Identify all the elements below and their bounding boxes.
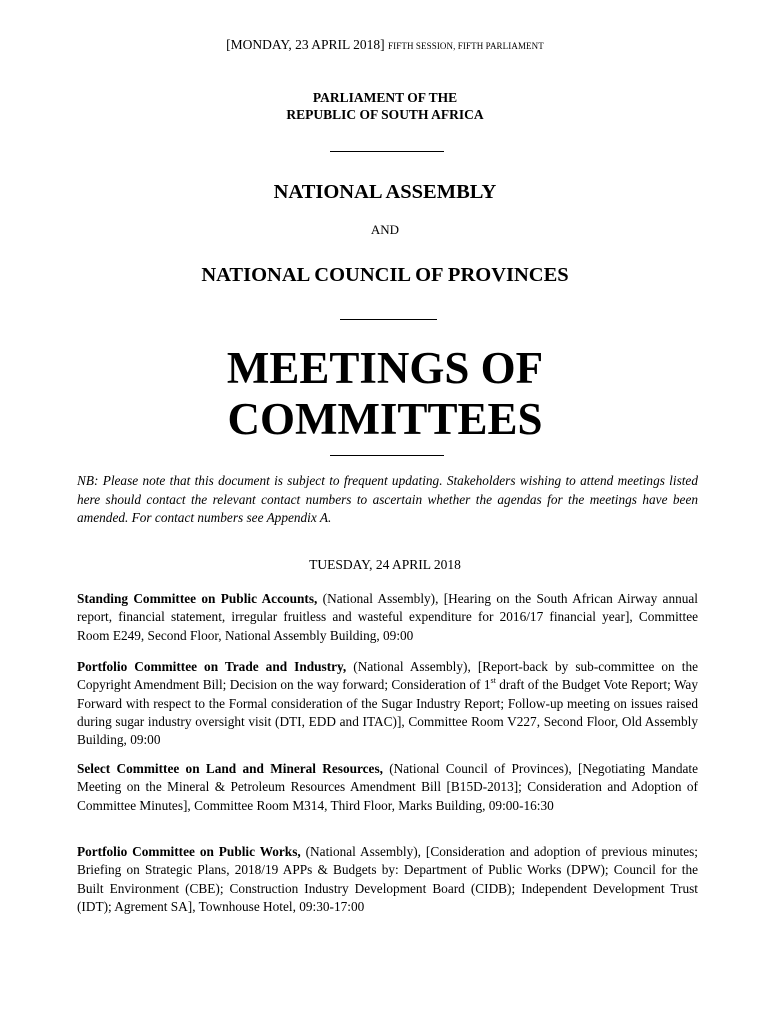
parliament-title [0,89,770,123]
running-header [0,37,770,53]
meeting-entry [77,760,698,815]
divider-rule [330,151,444,152]
meeting-entry [77,658,698,749]
parliament-line-1: PARLIAMENT OF THE [312,90,458,105]
divider-rule [340,319,437,320]
update-notice: NB: Please note that this document is subject to frequent updating. Stakeholders wishing to attend meetings listed here should contact the relevant contact numbers to ascertain whether the agendas for the meetings have been amended. For contact numbers see Appendix A. [77,473,698,525]
committee-name: Standing Committee on Public Accounts, [77,591,318,606]
ordinal-superscript: st [490,676,496,686]
meeting-details: (National Council of Provinces), [Negotiating Mandate Meeting on the Mineral & Petroleum Resources Amendment Bill [B15D-2013]; Consideration and Adoption of Committee Minutes], Committee Room M314, Third Floor, Marks Building, 09:00-16:30 [77,761,698,813]
meeting-entry [77,590,698,645]
meeting-details: (National Assembly), [Hearing on the South African Airway annual report, financial statement, irregular fruitless and wasteful expenditure for 2016/17 financial year], Committee Room E249, Second Floor, National Assembly Building, 09:00 [77,591,698,643]
meeting-details: (National Assembly), [Report-back by sub-committee on the Copyright Amendment Bill; Decision on the way forward; Consideration of 1 [77,659,698,693]
meeting-details-continued: draft of the Budget Vote Report; Way Forward with respect to the Formal consideration of the Sugar Industry Report; Follow-up meeting on issues raised during sugar industry oversight visit (DTI, EDD and ITAC)], Committee Room V227, Second Floor, Old Assembly Building, 09:00 [77,677,698,748]
committee-name: Portfolio Committee on Trade and Industry, [77,659,347,674]
and-connector: AND [370,222,400,237]
parliament-line-2: REPUBLIC OF SOUTH AFRICA [286,107,484,122]
national-assembly-heading: NATIONAL ASSEMBLY [273,181,497,203]
header-session: FIFTH SESSION, FIFTH PARLIAMENT [388,41,544,51]
meeting-entry [77,843,698,916]
header-date: [MONDAY, 23 APRIL 2018] [226,37,385,52]
divider-rule [330,455,444,456]
title-line-1: MEETINGS OF [226,343,544,393]
schedule-date: TUESDAY, 24 APRIL 2018 [309,557,461,572]
meeting-details: (National Assembly), [Consideration and adoption of previous minutes; Briefing on Strategic Plans, 2018/19 APPs & Budgets by: Department of Public Works (DPW); Council for the Built Environment (CBE); Construction Industry Development Board (CIDB); Independent Development Trust (IDT); Agrement SA], Townhouse Hotel, 09:30-17:00 [77,844,698,914]
committee-name: Select Committee on Land and Mineral Resources, [77,761,383,776]
ncop-heading: NATIONAL COUNCIL OF PROVINCES [201,264,569,286]
committee-name: Portfolio Committee on Public Works, [77,844,301,859]
document-title [0,343,770,445]
title-line-2: COMMITTEES [227,394,543,444]
